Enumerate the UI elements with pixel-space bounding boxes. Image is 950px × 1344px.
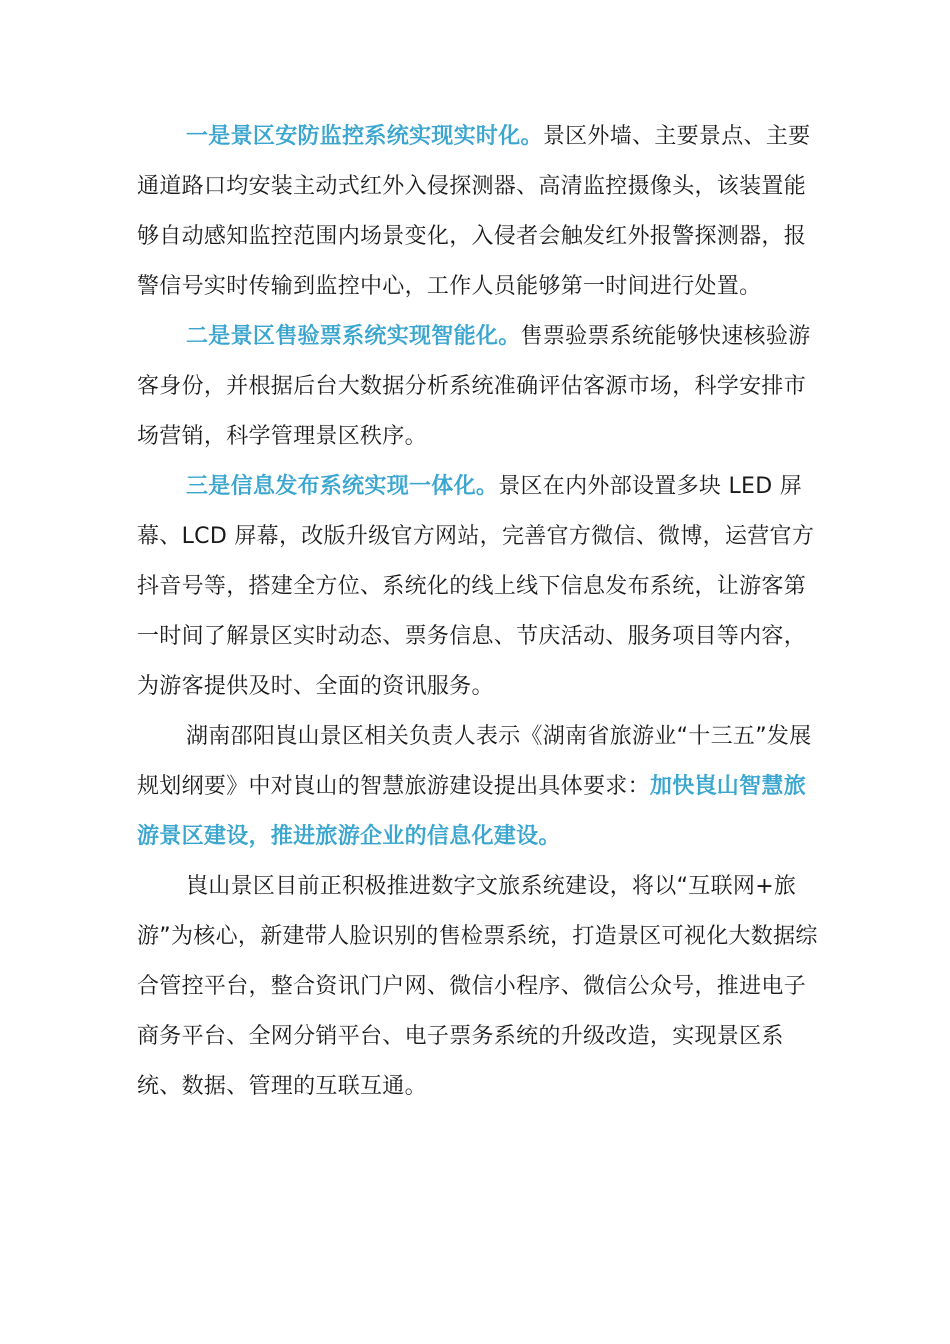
paragraph-body-planning: 湖南邵阳崀山景区相关负责人表示《湖南省旅游业“十三五”发展规划纲要》中对崀山的智慧旅游建设提出具体要求： <box>137 724 812 799</box>
paragraph-lead-security: 一是景区安防监控系统实现实时化。 <box>186 124 543 149</box>
document-page <box>137 112 827 1112</box>
paragraph-lead-info-release: 三是信息发布系统实现一体化。 <box>186 474 499 499</box>
paragraph-ticketing <box>137 312 827 462</box>
paragraph-planning <box>137 712 827 862</box>
paragraph-digital-tourism <box>137 862 827 1112</box>
paragraph-security <box>137 112 827 312</box>
paragraph-highlight-planning: 加快崀山智慧旅游景区建设，推进旅游企业的信息化建设。 <box>137 774 807 849</box>
paragraph-lead-ticketing: 二是景区售验票系统实现智能化。 <box>186 324 521 349</box>
paragraph-info-release <box>137 462 827 712</box>
paragraph-body-security: 景区外墙、主要景点、主要通道路口均安装主动式红外入侵探测器、高清监控摄像头，该装置能够自动感知监控范围内场景变化，入侵者会触发红外报警探测器，报警信号实时传输到监控中心，工作人员能够第一时间进行处置。 <box>137 124 811 299</box>
paragraph-body-digital-tourism: 崀山景区目前正积极推进数字文旅系统建设，将以“互联网+旅游”为核心，新建带人脸识别的售检票系统，打造景区可视化大数据综合管控平台，整合资讯门户网、微信小程序、微信公众号，推进电子商务平台、全网分销平台、电子票务系统的升级改造，实现景区系统、数据、管理的互联互通。 <box>137 874 818 1099</box>
paragraph-body-info-release: 景区在内外部设置多块 LED 屏幕、LCD 屏幕，改版升级官方网站，完善官方微信、微博，运营官方抖音号等，搭建全方位、系统化的线上线下信息发布系统，让游客第一时间了解景区实时动态、票务信息、节庆活动、服务项目等内容，为游客提供及时、全面的资讯服务。 <box>137 474 815 699</box>
paragraph-body-ticketing: 售票验票系统能够快速核验游客身份，并根据后台大数据分析系统准确评估客源市场，科学安排市场营销，科学管理景区秩序。 <box>137 324 811 449</box>
